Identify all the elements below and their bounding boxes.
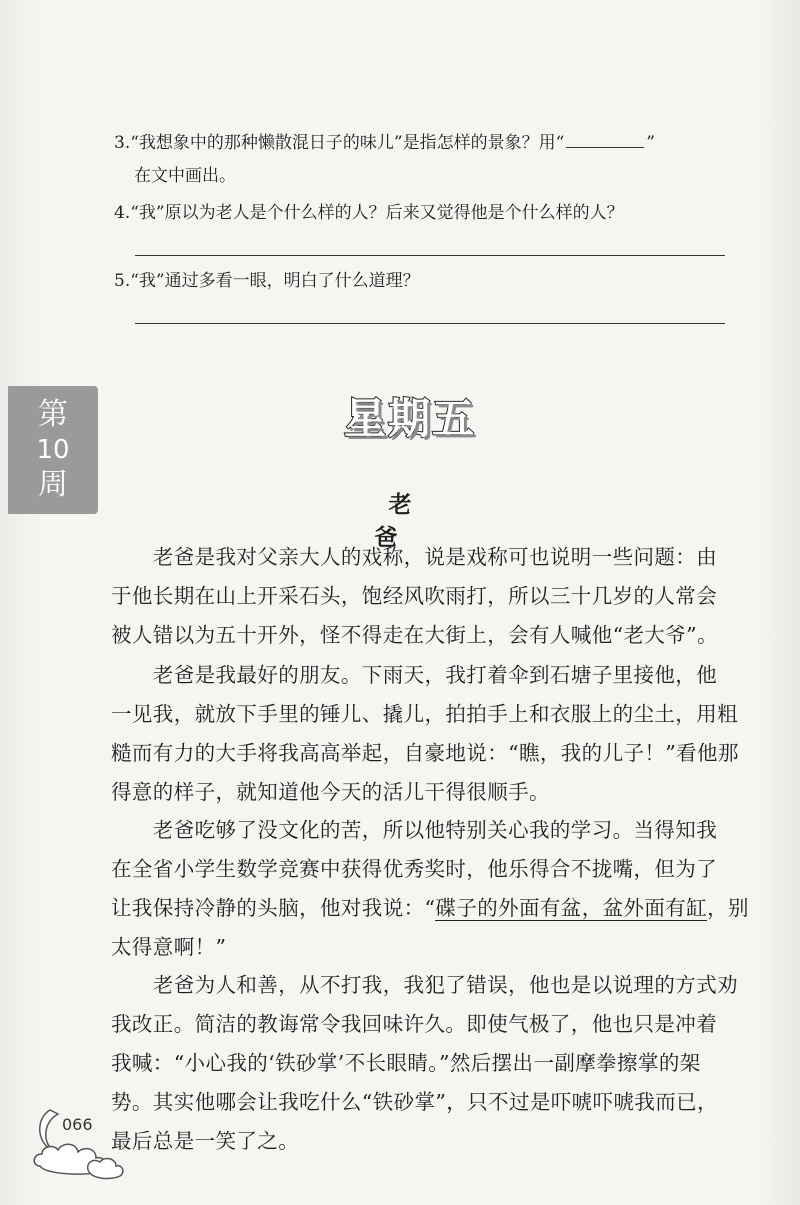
question-3-line2: 在文中画出。 bbox=[134, 166, 236, 186]
paragraph-2 bbox=[111, 656, 739, 812]
paragraph-4 bbox=[111, 966, 738, 1161]
question-4: 4.“我”原以为老人是个什么样的人？后来又觉得他是个什么样的人？ bbox=[114, 203, 624, 223]
text-line: 我喊：“小心我的‘铁砂掌’不长眼睛。”然后摆出一副摩拳擦掌的架 bbox=[111, 1051, 701, 1075]
text-line: 被人错以为五十开外，怪不得走在大街上，会有人喊他“老大爷”。 bbox=[111, 623, 718, 647]
article-title: 老爸 bbox=[374, 492, 440, 551]
text-line: 老爸为人和善，从不打我，我犯了错误，他也是以说理的方式劝 bbox=[111, 973, 738, 997]
question-3-text: 3.“我想象中的那种懒散混日子的味儿”是指怎样的景象？用“ bbox=[114, 133, 565, 153]
text-line: 太得意啊！” bbox=[111, 935, 227, 959]
text-line: 糙而有力的大手将我高高举起，自豪地说：“瞧，我的儿子！”看他那 bbox=[111, 741, 739, 765]
paragraph-3 bbox=[111, 811, 749, 967]
question-3-quote-close: ” bbox=[646, 133, 655, 153]
text-segment: ，别 bbox=[707, 896, 749, 920]
answer-line-5[interactable] bbox=[135, 323, 725, 324]
answer-line-4[interactable] bbox=[135, 255, 725, 256]
text-line: 我改正。简洁的教诲常令我回味许久。即使气极了，他也只是冲着 bbox=[111, 1012, 718, 1036]
text-line: 势。其实他哪会让我吃什么“铁砂掌”，只不过是吓唬吓唬我而已， bbox=[111, 1090, 718, 1114]
text-line: 老爸吃够了没文化的苦，所以他特别关心我的学习。当得知我 bbox=[111, 818, 718, 842]
week-tab-suffix: 周 bbox=[38, 467, 68, 502]
text-line: 得意的样子，就知道他今天的活儿干得很顺手。 bbox=[111, 780, 550, 804]
text-line: 老爸是我最好的朋友。下雨天，我打着伞到石塘子里接他，他 bbox=[111, 663, 718, 687]
text-line-with-underline bbox=[111, 889, 749, 928]
cloud-moon-icon bbox=[28, 1100, 148, 1180]
text-line: 老爸是我对父亲大人的戏称，说是戏称可也说明一些问题：由 bbox=[111, 545, 718, 569]
week-tab bbox=[8, 386, 98, 514]
answer-blank[interactable] bbox=[566, 133, 644, 148]
text-line: 在全省小学生数学竞赛中获得优秀奖时，他乐得合不拢嘴，但为了 bbox=[111, 857, 718, 881]
day-heading: 星期五 bbox=[343, 394, 476, 443]
text-segment: 让我保持冷静的头脑，他对我说：“ bbox=[111, 896, 436, 920]
text-line: 最后总是一笑了之。 bbox=[111, 1129, 300, 1153]
question-5: 5.“我”通过多看一眼，明白了什么道理？ bbox=[114, 271, 420, 291]
text-line: 一见我，就放下手里的锤儿、撬儿，拍拍手上和衣服上的尘土，用粗 bbox=[111, 702, 738, 726]
week-tab-prefix: 第 bbox=[38, 397, 68, 432]
question-3 bbox=[114, 131, 655, 155]
underlined-sentence: 碟子的外面有盆，盆外面有缸 bbox=[435, 896, 708, 920]
text-line: 于他长期在山上开采石头，饱经风吹雨打，所以三十几岁的人常会 bbox=[111, 584, 718, 608]
page-number: 066 bbox=[62, 1115, 93, 1134]
week-tab-number: 10 bbox=[36, 435, 70, 465]
paragraph-1 bbox=[111, 538, 723, 655]
